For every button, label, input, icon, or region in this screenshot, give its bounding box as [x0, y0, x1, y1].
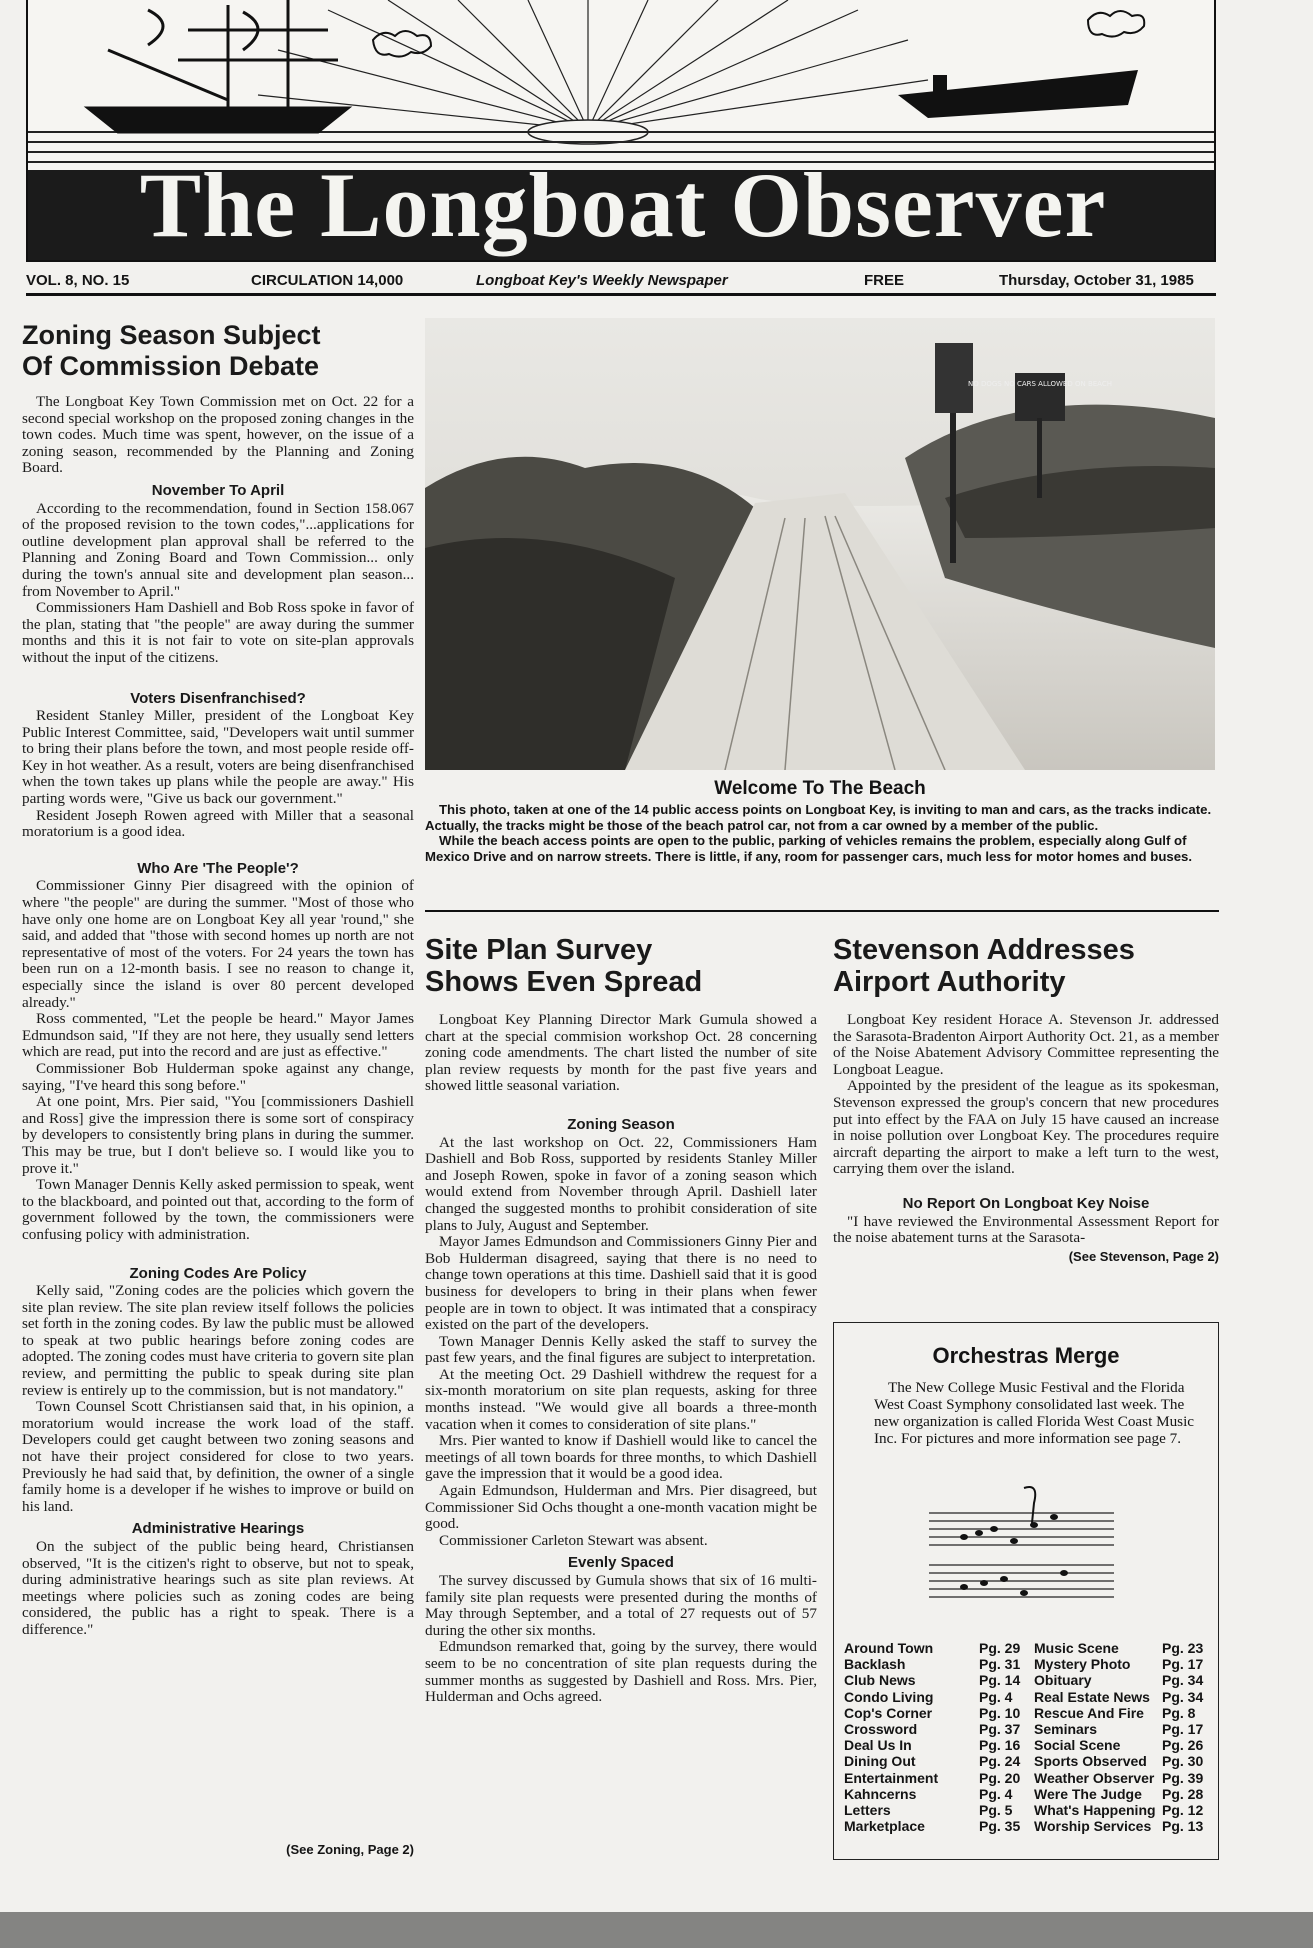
subhead: Voters Disenfranchised?: [130, 689, 306, 707]
stevenson-jump-line: (See Stevenson, Page 2): [1068, 1248, 1219, 1264]
zoning-jump-line: (See Zoning, Page 2): [286, 1842, 414, 1857]
site-plan-headline: Site Plan Survey Shows Even Spread: [425, 934, 703, 998]
paragraph: Town Manager Dennis Kelly asked the staff to survey the past few years, and the final figures are subject to interpretation.: [425, 1332, 817, 1367]
index-item[interactable]: Were The Judge Pg. 28: [1034, 1785, 1204, 1802]
paragraph: At the meeting Oct. 29 Dashiell withdrew the request for a six-month moratorium on site plan requests, asking for three months instead. "We would give all boards a three-month vacation when it comes to consideration of site plans.": [425, 1365, 817, 1433]
paragraph: Appointed by the president of the league as its spokesman, Stevenson expressed the group's concern that new procedures put into effect by the FAA on July 15 have caused an increase in noise pollution over Longboat Key. The procedures require aircraft departing the airport to make a left turn to the west, carrying them over the island.: [833, 1077, 1219, 1178]
index-item[interactable]: Rescue And Fire Pg. 8: [1034, 1704, 1196, 1721]
index-item[interactable]: Deal Us In Pg. 16: [844, 1737, 1021, 1754]
paragraph: Edmundson remarked that, going by the survey, there would seem to be no concentration of site plan requests during the summer months as suggested by Dashiell and Ross. Mrs. Pier, Hulderman and Ochs agreed.: [425, 1638, 817, 1706]
paragraph: At the last workshop on Oct. 22, Commissioners Ham Dashiell and Bob Ross, supported by residents Stanley Miller and Joseph Rowen, spoke in favor of a zoning season which would extend from November through April. Dashiell later changed the suggested months to prohibit consideration of site plans to July, August and September.: [425, 1133, 817, 1234]
paragraph: On the subject of the public being heard, Christiansen observed, "It is the citizen's right to observe, but not to speak, during administrative hearings such as site plan reviews. At meetings where policies such as zoning codes are being considered, the public has a right to speak. There is a difference.": [22, 1538, 414, 1638]
zoning-headline: Zoning Season Subject Of Commission Debate: [22, 320, 321, 381]
photo-bottom-rule: [425, 910, 1219, 912]
paragraph: The survey discussed by Gumula shows that six of 16 multi-family site plan requests were presented during the months of May through September, and a total of 27 requests out of 57 during the other six months.: [425, 1572, 817, 1639]
index-item[interactable]: What's Happening Pg. 12: [1034, 1801, 1204, 1818]
masthead: [26, 0, 1216, 262]
issue-date: Thursday, October 31, 1985: [999, 272, 1194, 289]
index-item[interactable]: Backlash Pg. 31: [844, 1656, 1021, 1673]
stevenson-body: [833, 1012, 1219, 1247]
masthead-illustration: [28, 0, 1216, 170]
stevenson-article: [833, 934, 1219, 1264]
volume-number: VOL. 8, NO. 15: [26, 272, 130, 289]
caption-paragraph: This photo, taken at one of the 14 public access points on Longboat Key, is inviting to man and cars, as the tracks indicate. Actually, the tracks might be those of the beach patrol car, not from a car owned by a member of the public.: [425, 802, 1212, 833]
beach-photo-image: [425, 318, 1215, 770]
paragraph: "I have reviewed the Environmental Assessment Report for the noise abatement turns at the Sarasota-: [833, 1212, 1219, 1247]
paragraph: Town Manager Dennis Kelly asked permission to speak, went to the blackboard, and pointed out that, according to the form of government followed by the town, the commissioners were confusing policy with administration.: [22, 1176, 414, 1243]
index-item[interactable]: Condo Living Pg. 4: [844, 1688, 1013, 1705]
bottom-scan-strip: [0, 1912, 1313, 1948]
subhead: No Report On Longboat Key Noise: [902, 1194, 1150, 1212]
caption-text: [425, 802, 1215, 864]
header-rule: [26, 293, 1216, 296]
paragraph: Town Counsel Scott Christiansen said that, in his opinion, a moratorium would increase the work load of the staff. Developers could get caught between two zoning seasons and not have their project considered for close to two years. Previously he had said that, by definition, the owner of a single family home is a developer if he wishes to improve or build on his land.: [22, 1398, 414, 1515]
paragraph: Longboat Key Planning Director Mark Gumula showed a chart at the special commision workshop Oct. 28 concerning zoning code amendments. The chart listed the number of site plan review requests by month for the past five years and showed little seasonal variation.: [425, 1011, 817, 1095]
paragraph: Commissioner Carleton Stewart was absent.: [439, 1531, 708, 1549]
paragraph: Again Edmundson, Hulderman and Mrs. Pier disagreed, but Commissioner Sid Ochs thought a one-month vacation might be good.: [425, 1482, 817, 1533]
index-item[interactable]: Mystery Photo Pg. 17: [1034, 1656, 1204, 1673]
paragraph: Commissioner Bob Hulderman spoke against any change, saying, "I've heard this song before.": [22, 1059, 414, 1094]
index-item[interactable]: Club News Pg. 14: [844, 1672, 1021, 1689]
index-item[interactable]: Kahncerns Pg. 4: [844, 1785, 1013, 1802]
index-item[interactable]: Real Estate News Pg. 34: [1034, 1688, 1204, 1705]
paragraph: Commissioners Ham Dashiell and Bob Ross spoke in favor of the plan, stating that "the people" are away during the summer months and this it is not fair to vote on site-plan approvals without the input of the citizens.: [22, 599, 414, 666]
subhead: Zoning Season: [567, 1115, 675, 1133]
beach-sign-text: NO DOGS NO CARS ALLOWED ON BEACH: [968, 380, 1112, 388]
subhead: November To April: [151, 481, 285, 499]
index-item[interactable]: Obituary Pg. 34: [1034, 1672, 1204, 1689]
photo-caption: [425, 778, 1215, 864]
orchestra-title: Orchestras Merge: [932, 1343, 1120, 1368]
paragraph: Resident Joseph Rowen agreed with Miller that a seasonal moratorium is a good idea.: [22, 806, 414, 841]
stevenson-headline: Stevenson Addresses Airport Authority: [833, 934, 1135, 998]
index-item[interactable]: Worship Services Pg. 13: [1034, 1818, 1204, 1835]
index-column-left: [844, 1640, 1029, 1834]
index-item[interactable]: Social Scene Pg. 26: [1034, 1737, 1204, 1754]
paragraph: Kelly said, "Zoning codes are the policies which govern the site plan review. The site plan review itself follows the policies set forth in the zoning codes. By law the public must be allowed to speak at two public hearings before zoning codes are adopted. The zoning codes must have criteria to govern site plan review, and permitting the public to speak during site plan review is entirely up to the commission, but is not mandatory.": [22, 1282, 414, 1399]
site-plan-article: [425, 934, 817, 1706]
paragraph: Mayor James Edmundson and Commissioners Ginny Pier and Bob Hulderman disagreed, saying that there is no need to change town operations at this time. Dashiell said that it is good business for developers to bring in their plans when fewer people are in town to object. It was intimated that a conspiracy existed on the part of the developers.: [425, 1233, 817, 1334]
info-bar: [26, 268, 1216, 294]
zoning-article: [22, 320, 414, 1639]
index-item[interactable]: Crossword Pg. 37: [844, 1720, 1021, 1737]
paragraph: According to the recommendation, found in Section 158.067 of the proposed revision to the town codes,"...applications for outline development plan approval shall be referred to the Planning and Zoning Board and Town Commission... only during the town's annual site and development plan season... from November to April.": [22, 499, 414, 600]
index-item[interactable]: Sports Observed Pg. 30: [1034, 1753, 1204, 1770]
index-item[interactable]: Around Town Pg. 29: [844, 1640, 1021, 1656]
index-item[interactable]: Music Scene Pg. 23: [1034, 1640, 1204, 1656]
circulation: CIRCULATION 14,000: [251, 272, 404, 289]
paragraph: Ross commented, "Let the people be heard." Mayor James Edmundson said, "If they are not here, they usually send letters which are read, put into the record and are just as effective.": [22, 1010, 414, 1061]
site-plan-body: [425, 1012, 817, 1706]
index-item[interactable]: Dining Out Pg. 24: [844, 1753, 1021, 1770]
index-item[interactable]: Seminars Pg. 17: [1034, 1720, 1204, 1737]
subhead: Zoning Codes Are Policy: [129, 1264, 307, 1282]
newspaper-title: The Longboat Observer: [139, 154, 1107, 256]
beach-photo: [425, 318, 1215, 770]
index-item[interactable]: Entertainment Pg. 20: [844, 1769, 1021, 1786]
paragraph: Longboat Key resident Horace A. Stevenson Jr. addressed the Sarasota-Bradenton Airport Authority Oct. 21, as a member of the Noise Abatement Advisory Committee representing the Longboat League.: [833, 1011, 1219, 1078]
index-column-right: [1034, 1640, 1214, 1834]
tagline: Longboat Key's Weekly Newspaper: [476, 272, 728, 289]
paragraph: The Longboat Key Town Commission met on Oct. 22 for a second special workshop on the proposed zoning changes in the town codes. Much time was spent, however, on the issue of a zoning season, recommended by the Planning and Zoning Board.: [22, 393, 414, 477]
subhead: Evenly Spaced: [568, 1554, 674, 1572]
price: FREE: [864, 272, 905, 289]
caption-title: Welcome To The Beach: [714, 778, 926, 799]
subhead: Administrative Hearings: [131, 1520, 305, 1538]
paragraph: At one point, Mrs. Pier said, "You [commissioners Dashiell and Ross] give the impression there is some sort of conspiracy by developers to consistently bring plans in during the summer. This may be true, but I don't believe so. I would like you to prove it.": [22, 1093, 414, 1177]
orchestra-text: The New College Music Festival and the Florida West Coast Symphony consolidated last week. The new organization is called Florida West Coast Music Inc. For pictures and more information see page 7.: [874, 1379, 1195, 1447]
index-item[interactable]: Cop's Corner Pg. 10: [844, 1704, 1021, 1721]
zoning-body: [22, 394, 414, 1639]
paragraph: Mrs. Pier wanted to know if Dashiell would like to cancel the meetings of all town boards for three months, to which Dashiell gave the impression that it would be a good idea.: [425, 1432, 817, 1483]
index-item[interactable]: Weather Observer Pg. 39: [1034, 1769, 1204, 1786]
index-item[interactable]: Letters Pg. 5: [844, 1801, 1013, 1818]
index-item[interactable]: Marketplace Pg. 35: [844, 1818, 1021, 1835]
subhead: Who Are 'The People'?: [137, 859, 299, 877]
caption-paragraph: While the beach access points are open to the public, parking of vehicles remains the problem, especially along Gulf of Mexico Drive and on narrow streets. There is little, if any, room for passenger cars, much less for motor homes and buses.: [425, 833, 1193, 864]
sheet-music-illustration: [924, 1483, 1124, 1613]
paragraph: Commissioner Ginny Pier disagreed with the opinion of where "the people" are during the summer. "Most of those who have only one home are on Longboat Key all year 'round," she said, and added that "those with second homes up north are not representative of most of the voters. For 24 years the town has been run on a 12-month basis. I see no reason to change it, especially since the island is over 80 percent developed already.": [22, 877, 414, 1011]
paragraph: Resident Stanley Miller, president of the Longboat Key Public Interest Committee, said, "Developers wait until summer to bring their plans before the town, and most people reside off-Key in hot weather. As a result, voters are being disenfranchised when the town takes up plans while the people are away." His parting words were, "Give us back our government.": [22, 707, 414, 808]
